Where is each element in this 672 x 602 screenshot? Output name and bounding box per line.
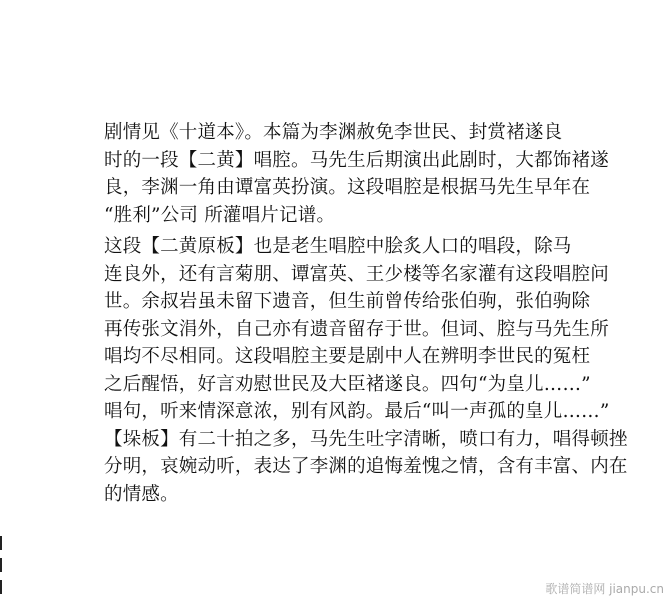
- binding-mark: [0, 536, 2, 550]
- text-line: 【垛板】有二十拍之多，马先生吐字清晰，喷口有力，唱得顿挫: [104, 428, 628, 450]
- body-text: [104, 119, 644, 508]
- text-line: 这段【二黄原板】也是老生唱腔中脍炙人口的唱段，除马: [104, 236, 572, 257]
- text-line: 的情感。: [104, 483, 179, 505]
- text-line: 世。余叔岩虽未留下遗音，但生前曾传给张伯驹，张伯驹除: [104, 291, 591, 312]
- text-line: 再传张文涓外，自己亦有遗音留存于世。但词、腔与马先生所: [104, 318, 609, 340]
- text-line: 良，李渊一角由谭富英扮演。这段唱腔是根据马先生早年在: [104, 177, 591, 198]
- paragraph-2: [104, 233, 644, 508]
- watermark: 歌谱简谱网 jianpu.cn: [545, 582, 664, 596]
- text-line: 之后醒悟，好言劝慰世民及大臣褚遂良。四句“为皇儿……”: [104, 373, 591, 395]
- text-line: 唱均不尽相同。这段唱腔主要是剧中人在辨明李世民的冤枉: [104, 346, 591, 367]
- text-line: 剧情见《十道本》。本篇为李渊赦免李世民、封赏褚遂良: [104, 122, 563, 143]
- text-line: 连良外，还有言菊朋、谭富英、王少楼等名家灌有这段唱腔问: [104, 263, 609, 285]
- text-line: “胜利”公司 所灌唱片记谱。: [104, 204, 336, 226]
- paragraph-1: [104, 119, 644, 229]
- text-line: 分明，哀婉动听，表达了李渊的追悔羞愧之情，含有丰富、内在: [104, 456, 628, 477]
- binding-mark: [0, 580, 2, 594]
- text-line: 时的一段【二黄】唱腔。马先生后期演出此剧时，大都饰褚遂: [104, 149, 609, 171]
- binding-marks: [0, 536, 4, 602]
- text-line: 唱句，听来情深意浓，别有风韵。最后“叫一声孤的皇儿……”: [104, 401, 610, 422]
- binding-mark: [0, 558, 2, 572]
